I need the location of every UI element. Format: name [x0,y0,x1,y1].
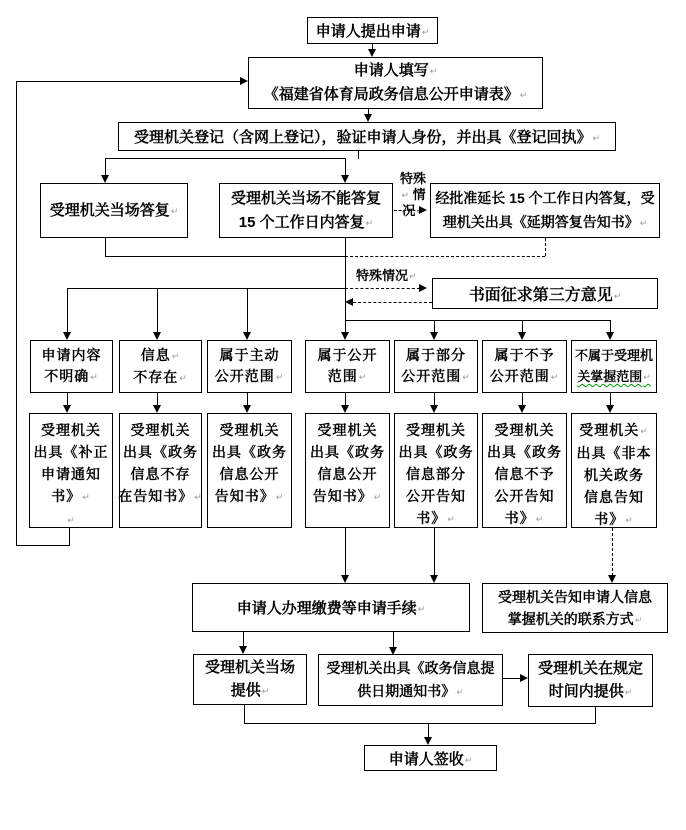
node-label: 信息部分 [406,466,466,482]
node-label: 受理机关 [130,422,191,438]
node-label: 受理机关当场 [204,659,295,676]
node-label: 公开告知 [494,488,555,504]
node-doc-not-held [571,413,657,528]
arrowhead [341,332,349,340]
node-label: 关掌握范围 ↵ [577,366,651,388]
node-doc-open [305,413,390,528]
node-label: 范围 ↵ [328,366,368,388]
arrowhead [153,332,161,340]
node-cat-deny [482,340,567,393]
node-cat-not-held [571,340,657,393]
node-label: 书面征求第三方意见 ↵ [469,282,622,305]
flow-line [67,288,68,333]
node-label: 受理机关 [219,422,280,438]
node-label: 出具《补正 [33,444,109,460]
node-label: 公开范围 ↵ [490,366,560,388]
node-label: 不存在 ↵ [133,367,188,389]
node-label: 受理机关登记（含网上登记），验证申请人身份，并出具《登记回执》 ↵ [134,126,600,147]
node-label: 公开告知 [406,488,466,504]
arrowhead [153,405,161,413]
node-label: 属于公开 [317,347,378,363]
node-provide-within-time [528,654,653,707]
arrowhead [341,575,349,583]
node-label: 不明确 ↵ [44,366,99,388]
node-cat-proactive [207,340,292,393]
node-cat-partial [394,340,478,393]
arrowhead [606,405,614,413]
node-label: 受理机关 [494,422,555,438]
node-label: 受理机关 [317,422,378,438]
node-fill-form [248,57,543,109]
arrowhead [240,77,248,85]
arrowhead [101,175,109,183]
arrowhead [419,206,427,214]
node-label: 受理机关在规定 [537,660,643,677]
node-label: 申请人签收 ↵ [389,748,473,769]
arrowhead [341,175,349,183]
node-label: 供日期通知书》 ↵ [357,680,464,704]
node-cat-not-exist [119,340,202,393]
arrowhead [424,737,432,745]
node-label: 机关政务 [584,467,644,483]
node-label: 出具《政务 [487,444,562,460]
node-reply-extended [430,183,660,238]
arrowhead [518,332,526,340]
flow-line [358,150,359,159]
node-label: 书》 ↵ [416,507,456,530]
node-label: 理机关出具《延期答复告知书》 ↵ [443,210,648,235]
flow-line [345,528,346,576]
arrowhead [341,405,349,413]
flow-line [345,238,346,333]
flow-line [67,288,345,289]
flow-line [16,545,70,546]
node-label: 申请内容 [41,347,102,363]
node-label: 申请人提出申请 ↵ [316,20,430,41]
node-provide-notice [318,654,503,706]
node-label: 提供 ↵ [231,679,270,703]
node-cat-open [305,340,390,393]
node-label: 申请通知 [41,466,101,482]
flow-line [247,288,248,333]
flow-line [105,158,346,159]
flow-line [434,528,435,576]
node-reply-delayed [219,183,393,238]
node-label: 受理机关 ↵ [579,419,649,442]
arrowhead [389,647,397,655]
flow-line [157,288,158,333]
node-label: 信息不存 [130,466,191,482]
node-pay [192,583,470,632]
node-label: 出具《政务 [398,444,474,460]
node-label: 受理机关当场答复 ↵ [50,199,179,223]
node-doc-partial [394,413,478,528]
label-line: 特殊 ↵ [400,171,426,202]
flow-line [393,632,394,648]
node-label: 属于主动 [219,347,280,363]
arrowhead [430,332,438,340]
label-line: 情况 ↵ [402,187,425,218]
node-label: 受理机关出具《政务信息提 [326,659,495,676]
node-doc-supplement [29,413,113,528]
arrowhead [345,298,353,306]
flow-line [345,158,346,176]
node-label: 公开范围 ↵ [215,366,285,388]
arrowhead [430,405,438,413]
arrowhead [243,332,251,340]
label-line: 特殊情况 ↵ [356,268,417,283]
arrowhead [364,114,372,122]
node-label: 属于不予 [494,347,555,363]
node-doc-deny [482,413,567,528]
node-label: 掌握机关的联系方式 ↵ [508,608,643,631]
node-doc-not-exist [119,413,202,528]
node-label: 书》 ↵ [594,508,634,531]
node-label: 信息告知 [584,489,644,505]
node-label: 信息不予 [494,466,555,482]
flow-line [244,704,245,723]
arrowhead [520,674,528,682]
label-special-case-2 [356,268,417,284]
node-label: 申请人办理缴费等申请手续 ↵ [237,597,426,618]
arrowhead [430,575,438,583]
flow-line [244,723,596,724]
flow-line [16,81,17,546]
flow-line-dashed [612,528,613,576]
node-contact [482,583,668,633]
arrowhead [518,405,526,413]
node-label: 告知书》 ↵ [215,485,285,508]
node-label: 时间内提供 ↵ [549,680,633,704]
node-reply-onsite [40,183,188,238]
node-label: 告知书》 ↵ [313,485,383,508]
flow-line [105,158,106,176]
flow-line [428,723,429,738]
node-label: 申请人填写 ↵ [354,59,438,83]
flow-line [345,320,611,321]
node-sign [364,745,497,771]
node-label: 受理机关当场不能答复 [230,189,381,207]
arrowhead [419,284,427,292]
format-mark [66,508,76,531]
node-label: 书》 ↵ [505,507,545,530]
arrowhead [243,405,251,413]
node-doc-proactive [207,413,292,528]
flow-line [105,256,345,257]
arrowhead [63,332,71,340]
node-label: 经批准延长 15 个工作日内答复，受 [435,190,655,206]
node-label: 出具《非本 [576,445,652,461]
node-cat-unclear [30,340,113,393]
node-label: 在告知书》 ↵ [118,485,203,508]
node-label: 属于部分 [406,347,466,363]
node-label: 出具《政务 [123,444,198,460]
node-label: 15 个工作日内答复 ↵ [239,211,373,235]
node-label: 受理机关 [41,422,101,438]
node-provide-onsite [193,654,307,705]
flow-line [243,632,244,647]
node-third-party [432,278,658,309]
flow-line [595,707,596,723]
node-label: 《福建省体育局政务信息公开申请表》 ↵ [264,83,528,107]
node-start [307,17,438,44]
arrowhead [63,405,71,413]
node-label: 书》 ↵ [51,485,91,508]
node-label: 信息 ↵ [141,345,181,367]
flow-line-dashed [353,302,432,303]
node-label: 受理机关 [406,422,466,438]
node-register [118,122,616,151]
node-label: 公开范围 ↵ [401,366,471,388]
node-label: 出具《政务 [212,444,287,460]
flow-line [105,238,106,256]
arrowhead [606,332,614,340]
node-label: 信息公开 [219,466,280,482]
flow-line-dashed [345,256,545,257]
arrowhead [368,49,376,57]
node-label: 不属于受理机 [574,348,653,363]
flow-line-dashed [345,288,420,289]
node-label: 信息公开 [317,466,378,482]
arrowhead [608,575,616,583]
node-label: 受理机关告知申请人信息 [498,588,652,605]
flow-line-dashed [545,238,546,256]
flow-line [503,678,521,679]
node-label: 出具《政务 [310,444,385,460]
arrowhead [239,646,247,654]
flow-line [16,81,241,82]
